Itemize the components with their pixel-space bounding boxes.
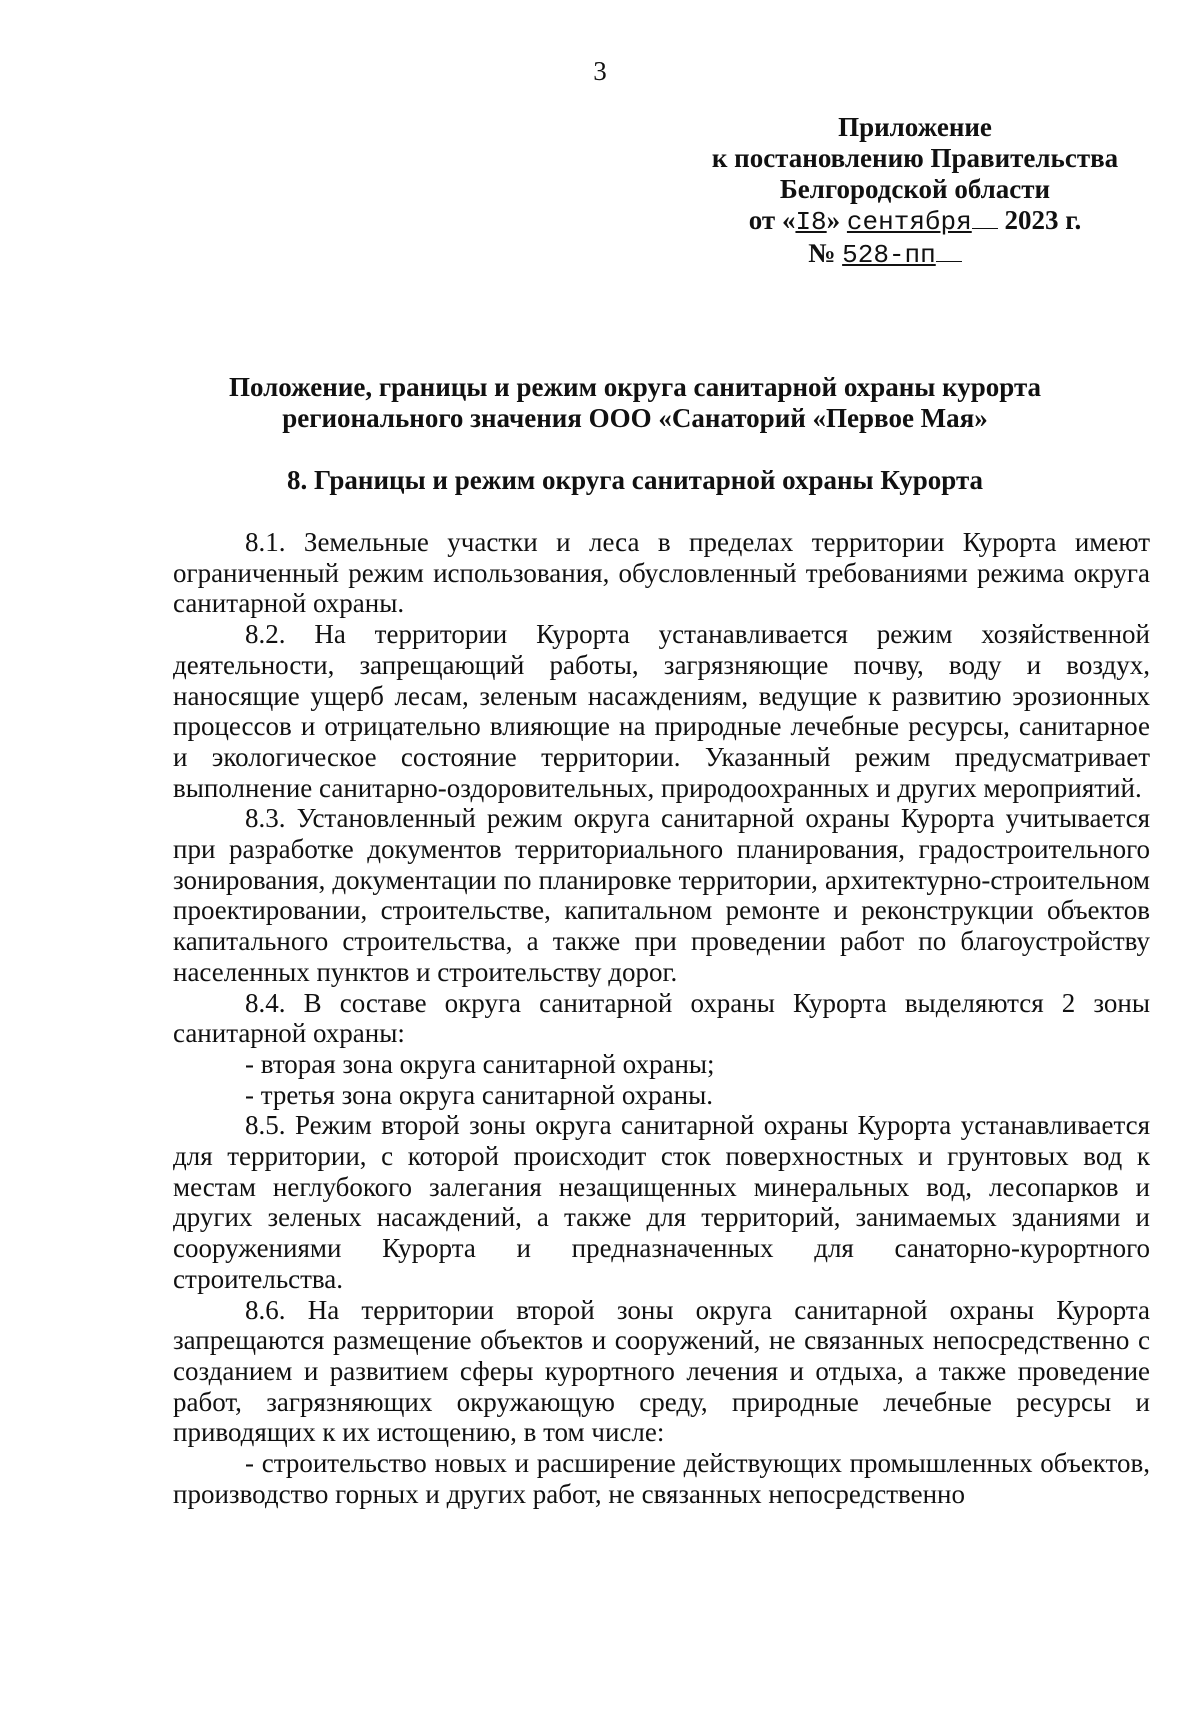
section-heading: 8. Границы и режим округа санитарной охраны Курорта — [286, 465, 984, 495]
document-body — [173, 527, 1150, 1510]
appendix-reference: к постановлению Правительства — [711, 143, 1119, 173]
list-item-construction: - строительство новых и расширение действующих промышленных объектов, производство горных и других работ, не связанных непосредственно — [173, 1448, 1150, 1509]
date-prefix: от « — [748, 205, 796, 235]
paragraph-8-4: 8.4. В составе округа санитарной охраны Курорта выделяются 2 зоны санитарной охраны: — [173, 987, 1150, 1049]
paragraph-8-3: 8.3. Установленный режим округа санитарной охраны Курорта учитывается при разработке документов территориального планирования, градостроительного зонирования, документации по планировке территории, архитектурно-строительном проектировании, строительстве, капитальном ремонте и реконструкции объектов капитального строительства, а также при проведении работ по благоустройству населенных пунктов и строительству дорог. — [173, 803, 1150, 987]
appendix-title: Приложение — [838, 112, 992, 142]
date-day: I8 — [795, 207, 827, 237]
list-item-zone-3: - третья зона округа санитарной охраны. — [245, 1079, 714, 1110]
page-number: 3 — [593, 56, 607, 86]
appendix-block — [690, 112, 1140, 271]
number-underline — [936, 257, 962, 262]
date-year: 2023 г. — [1004, 205, 1082, 235]
paragraph-8-1: 8.1. Земельные участки и леса в пределах территории Курорта имеют ограниченный режим использования, обусловленный требованиями режима округа санитарной охраны. — [173, 527, 1150, 619]
date-underline — [972, 224, 998, 229]
paragraph-8-2: 8.2. На территории Курорта устанавливается режим хозяйственной деятельности, запрещающий работы, загрязняющие почву, воду и воздух, наносящие ущерб лесам, зеленым насаждениям, ведущие к развитию эрозионных процессов и отрицательно влияющие на природные лечебные ресурсы, санитарное и экологическое состояние территории. Указанный режим предусматривает выполнение санитарно-оздоровительных, природоохранных и других мероприятий. — [173, 619, 1150, 803]
number-value: 528-пп — [842, 240, 936, 270]
date-mid: » — [826, 205, 841, 235]
title-line-1: Положение, границы и режим округа санитарной охраны курорта — [228, 372, 1042, 402]
list-item-zone-2: - вторая зона округа санитарной охраны; — [245, 1048, 715, 1079]
appendix-number — [630, 238, 1140, 271]
paragraph-8-6: 8.6. На территории второй зоны округа санитарной охраны Курорта запрещаются размещение объектов и сооружений, не связанных непосредственно с созданием и развитием сферы курортного лечения и отдыха, а также проведение работ, загрязняющих окружающую среду, природные лечебные ресурсы и приводящих к их истощению, в том числе: — [173, 1294, 1150, 1448]
title-line-2: регионального значения ООО «Санаторий «Первое Мая» — [282, 403, 988, 433]
paragraph-8-5: 8.5. Режим второй зоны округа санитарной охраны Курорта устанавливается для территории, с которой происходит сток поверхностных и грунтовых вод к местам неглубокого залегания незащищенных минеральных вод, лесопарков и других зеленых насаждений, а также для территорий, занимаемых зданиями и сооружениями Курорта и предназначенных для санаторно-курортного строительства. — [173, 1110, 1150, 1294]
document-title — [150, 372, 1120, 434]
date-month: сентября — [846, 207, 972, 237]
appendix-region: Белгородской области — [779, 174, 1051, 204]
appendix-date — [690, 205, 1140, 238]
number-prefix: № — [808, 238, 836, 268]
